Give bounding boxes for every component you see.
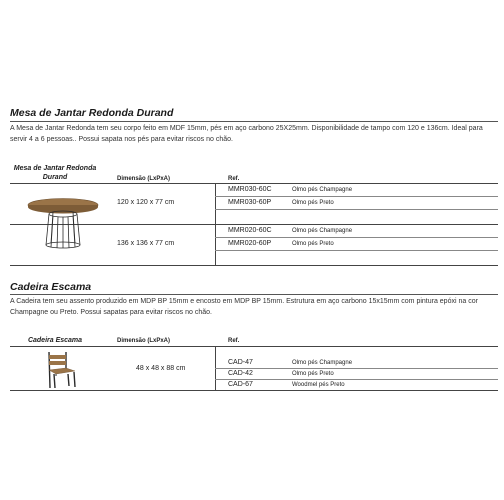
cadeira-title: Cadeira Escama (10, 281, 92, 293)
cadeira-ref-3: CAD-67 (228, 381, 253, 388)
cadeira-bottom-line (10, 390, 498, 391)
mesa-row-line-2 (215, 209, 498, 210)
cadeira-title-rule (10, 294, 498, 295)
cadeira-product-name: Cadeira Escama (27, 337, 83, 344)
mesa-ref-1: MMR030-60C (228, 186, 272, 193)
cadeira-row-line-2 (215, 379, 498, 380)
mesa-finish-2: Olmo pés Preto (292, 200, 334, 206)
mesa-row-line-4 (215, 250, 498, 251)
mesa-dimension-2: 136 x 136 x 77 cm (117, 240, 175, 247)
cadeira-header-dimension: Dimensão (LxPxA) (117, 338, 171, 344)
mesa-finish-1: Olmo pés Champagne (292, 187, 353, 193)
mesa-title: Mesa de Jantar Redonda Durand (10, 107, 174, 119)
mesa-row-line-3 (215, 237, 498, 238)
cadeira-ref-1: CAD-47 (228, 359, 253, 366)
mesa-ref-2: MMR030-60P (228, 199, 272, 206)
cadeira-finish-1: Olmo pés Champagne (292, 360, 353, 366)
mesa-finish-4: Olmo pés Preto (292, 241, 334, 247)
chair-image (44, 350, 78, 390)
mesa-finish-3: Olmo pés Champagne (292, 228, 353, 234)
mesa-bottom-line (10, 265, 498, 266)
mesa-ref-4: MMR020-60P (228, 240, 272, 247)
cadeira-header-ref: Ref. (228, 338, 240, 344)
mesa-header-line (10, 183, 498, 184)
cadeira-finish-2: Olmo pés Preto (292, 371, 334, 377)
cadeira-finish-3: Woodmel pés Preto (292, 382, 345, 388)
mesa-description: A Mesa de Jantar Redonda tem seu corpo feito em MDF 15mm, pés em aço carbono 25X25mm. Disponibilidade de tampo com 120 e 136cm. Ideal para servir 4 a 6 pessoas.. Possui sapata nos pés para evitar riscos no chão. (10, 125, 483, 143)
round-table-image (24, 192, 102, 254)
mesa-header-dimension: Dimensão (LxPxA) (117, 176, 171, 182)
mesa-dimension-1: 120 x 120 x 77 cm (117, 199, 175, 206)
cadeira-header-line (10, 346, 498, 347)
cadeira-ref-2: CAD-42 (228, 370, 253, 377)
mesa-product-name-text: Mesa de Jantar Redonda Durand (13, 165, 97, 181)
mesa-row-line-1 (215, 196, 498, 197)
cadeira-row-line-1 (215, 368, 498, 369)
mesa-product-name (10, 164, 100, 182)
mesa-ref-3: MMR020-60C (228, 227, 272, 234)
mesa-header-ref: Ref. (228, 176, 240, 182)
mesa-title-rule (10, 121, 498, 122)
cadeira-description: A Cadeira tem seu assento produzido em MDP BP 15mm e encosto em MDP BP 15mm. Estrutura em aço carbono 15x15mm com pintura epóxi na cor Champagne ou Preto. Possui sapatas para evitar riscos no chão. (10, 298, 478, 316)
cadeira-dimension: 48 x 48 x 88 cm (136, 365, 186, 372)
